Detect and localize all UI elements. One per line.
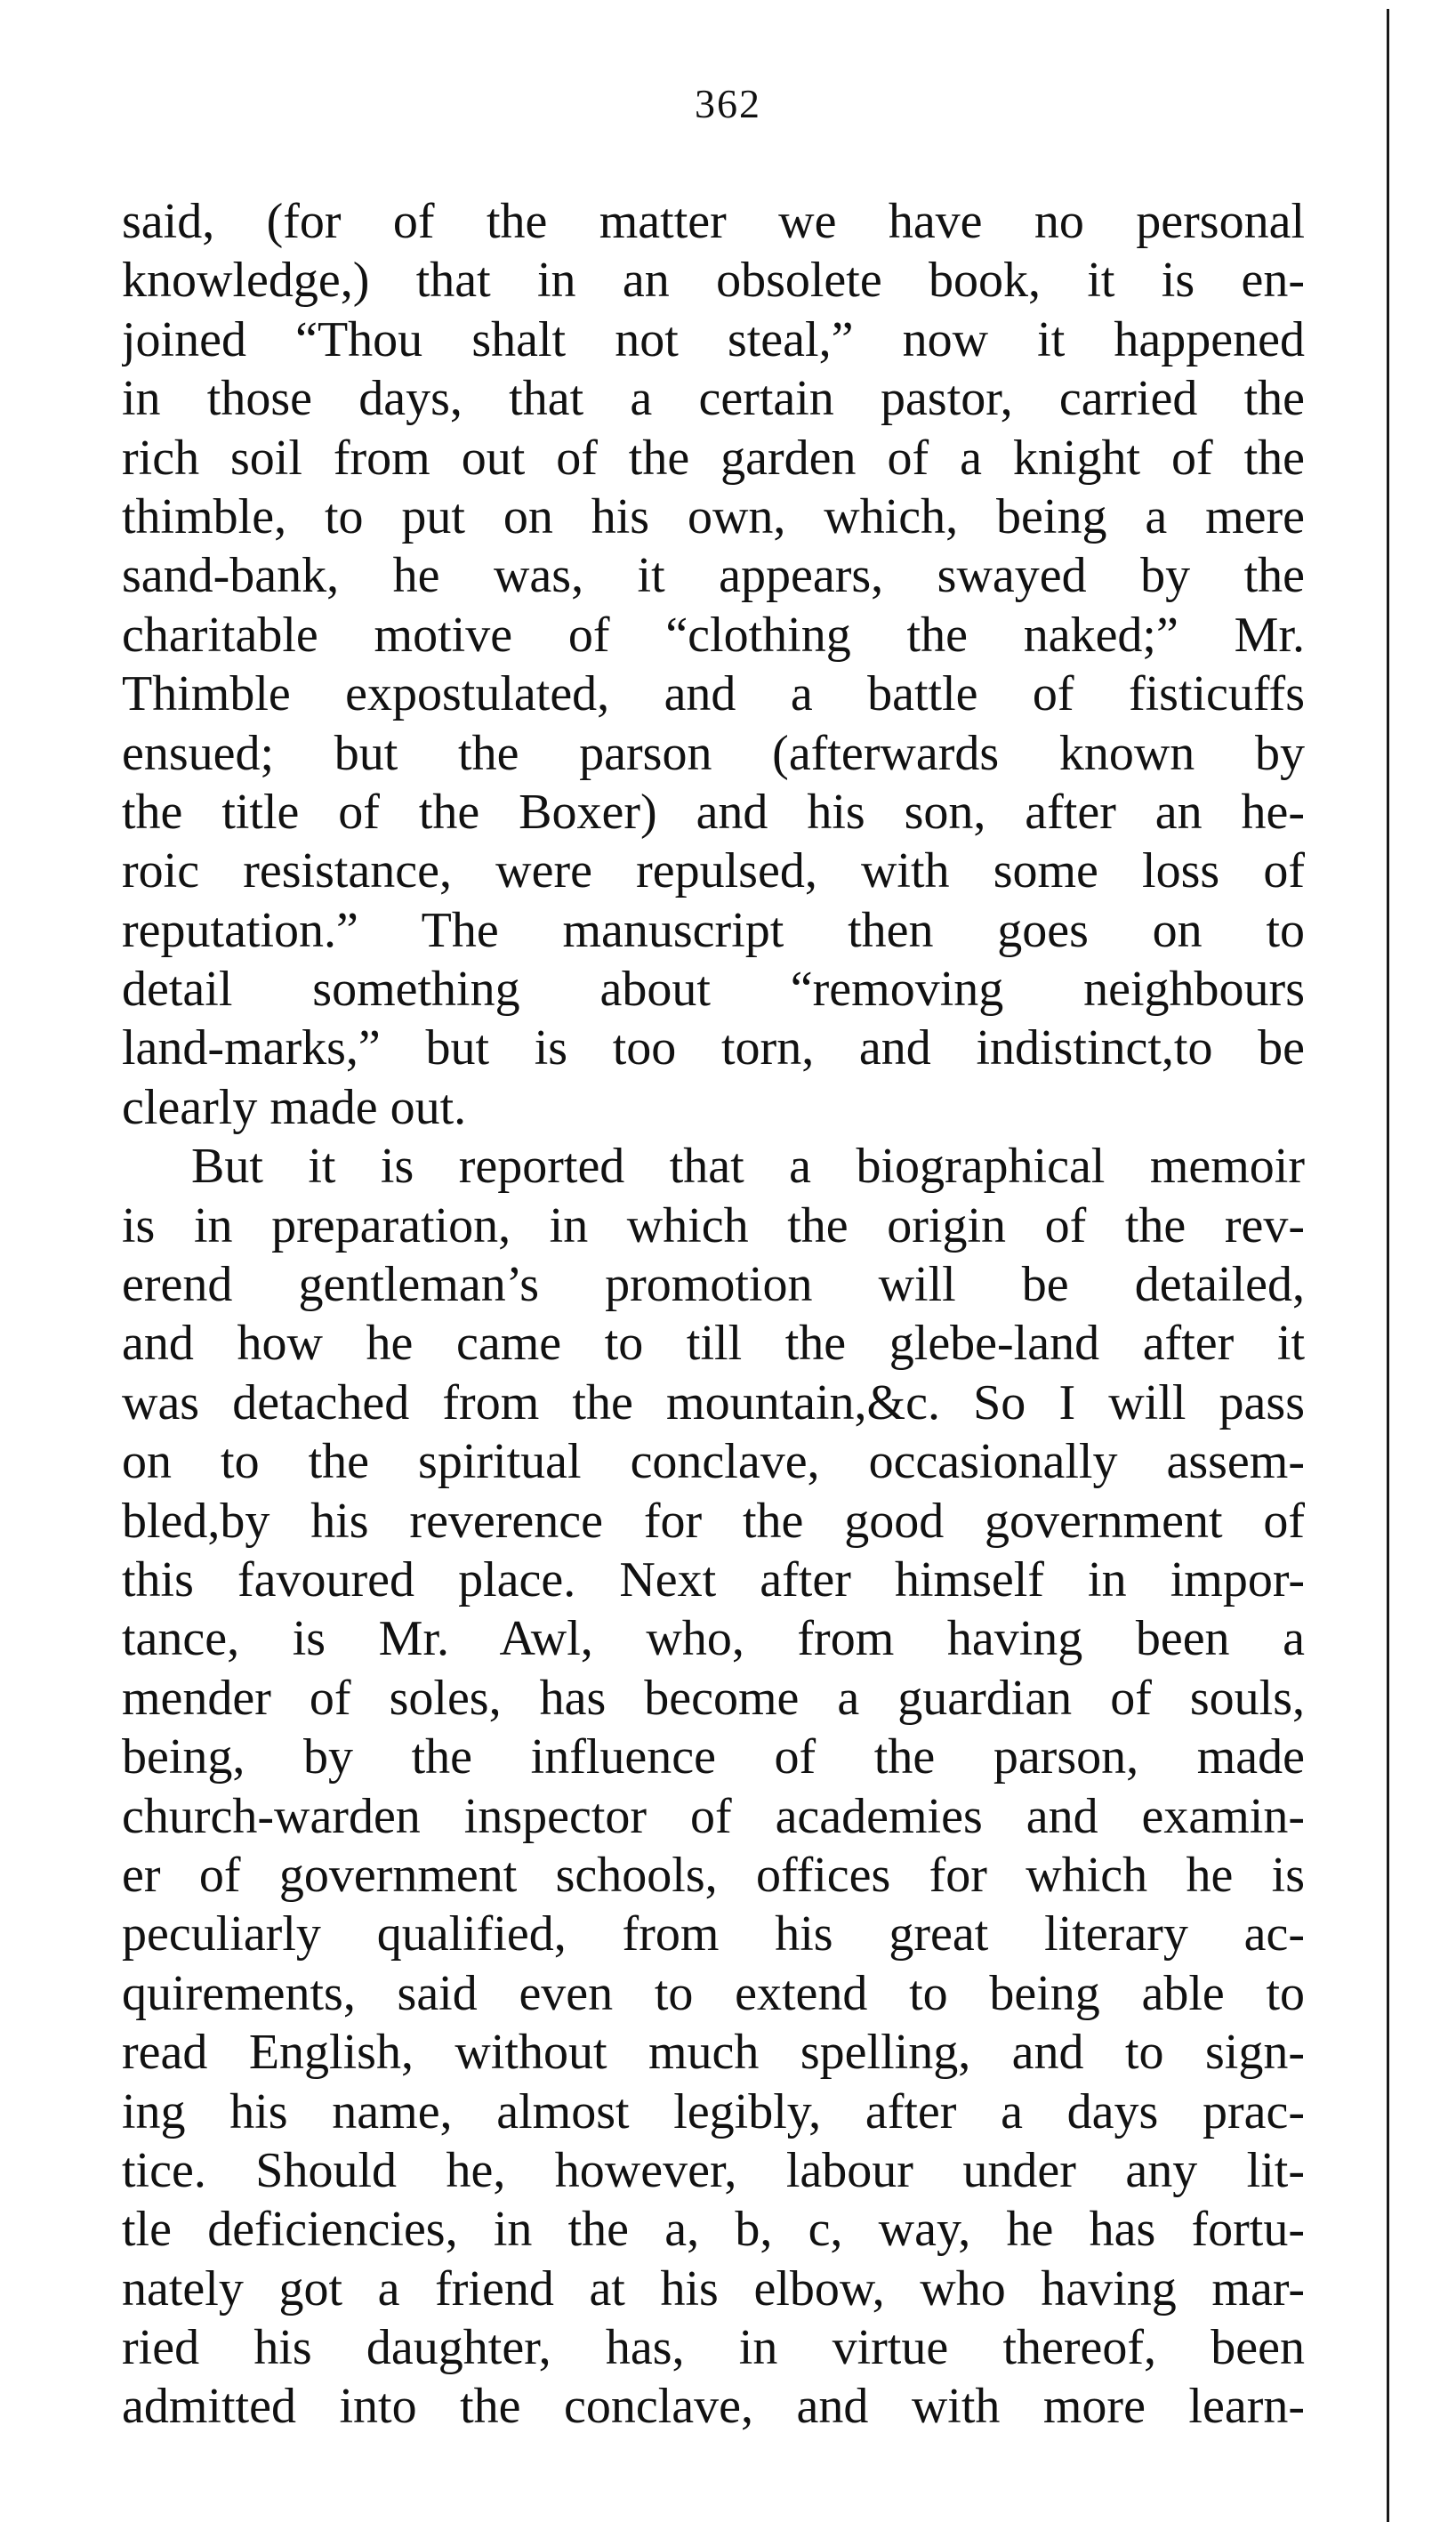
text-line: roic resistance, were repulsed, with some loss of bbox=[122, 843, 1305, 899]
text-line: bled,by his reverence for the good government of bbox=[122, 1493, 1305, 1549]
text-line: tle deficiencies, in the a, b, c, way, he has fortu- bbox=[122, 2202, 1305, 2258]
text-line: erend gentleman’s promotion will be detailed, bbox=[122, 1257, 1305, 1313]
text-line: But it is reported that a biographical memoir bbox=[191, 1139, 1305, 1195]
text-line: in those days, that a certain pastor, carried the bbox=[122, 371, 1305, 427]
text-line: tice. Should he, however, labour under any lit- bbox=[122, 2142, 1305, 2198]
text-line: detail something about “removing neighbours bbox=[122, 962, 1305, 1018]
text-line: Thimble expostulated, and a battle of fisticuffs bbox=[122, 666, 1305, 722]
text-line: said, (for of the matter we have no personal bbox=[122, 194, 1305, 249]
text-line: the title of the Boxer) and his son, after an he- bbox=[122, 784, 1305, 840]
page-number: 362 bbox=[695, 81, 761, 126]
text-line: was detached from the mountain,&c. So I will pass bbox=[122, 1374, 1305, 1430]
text-line: this favoured place. Next after himself in impor- bbox=[122, 1551, 1305, 1607]
paragraph-1 bbox=[122, 192, 1305, 1137]
text-line: being, by the influence of the parson, made bbox=[122, 1729, 1305, 1785]
text-line: read English, without much spelling, and to sign- bbox=[122, 2025, 1305, 2081]
text-line: admitted into the conclave, and with more learn- bbox=[122, 2379, 1305, 2435]
text-line: er of government schools, offices for which he is bbox=[122, 1847, 1305, 1903]
text-line: on to the spiritual conclave, occasionally assem- bbox=[122, 1434, 1305, 1490]
body-text bbox=[122, 192, 1305, 2437]
page-edge-rule bbox=[1387, 9, 1389, 2522]
paragraph-2 bbox=[122, 1137, 1305, 2437]
text-line: land-marks,” but is too torn, and indistinct,to be bbox=[122, 1020, 1305, 1076]
text-line: mender of soles, has become a guardian of souls, bbox=[122, 1670, 1305, 1726]
text-line: clearly made out. bbox=[122, 1079, 467, 1135]
text-line: sand-bank, he was, it appears, swayed by the bbox=[122, 548, 1305, 604]
text-line: and how he came to till the glebe-land after it bbox=[122, 1316, 1305, 1372]
text-line: knowledge,) that in an obsolete book, it is en- bbox=[122, 253, 1305, 309]
text-line: reputation.” The manuscript then goes on to bbox=[122, 902, 1305, 958]
text-line: is in preparation, in which the origin of the rev- bbox=[122, 1197, 1305, 1253]
text-line: peculiarly qualified, from his great literary ac- bbox=[122, 1906, 1305, 1962]
text-line: ried his daughter, has, in virtue thereof, been bbox=[122, 2320, 1305, 2376]
text-line: rich soil from out of the garden of a knight of the bbox=[122, 430, 1305, 486]
text-line: church-warden inspector of academies and examin- bbox=[122, 1788, 1305, 1844]
text-line: charitable motive of “clothing the naked;” Mr. bbox=[122, 607, 1305, 663]
text-line: thimble, to put on his own, which, being a mere bbox=[122, 488, 1305, 544]
text-line: nately got a friend at his elbow, who having mar- bbox=[122, 2260, 1305, 2316]
text-line: ing his name, almost legibly, after a days prac- bbox=[122, 2083, 1305, 2139]
text-line: joined “Thou shalt not steal,” now it happened bbox=[122, 311, 1305, 367]
text-line: tance, is Mr. Awl, who, from having been a bbox=[122, 1611, 1305, 1667]
text-line: ensued; but the parson (afterwards known by bbox=[122, 725, 1305, 781]
text-line: quirements, said even to extend to being able to bbox=[122, 1965, 1305, 2021]
